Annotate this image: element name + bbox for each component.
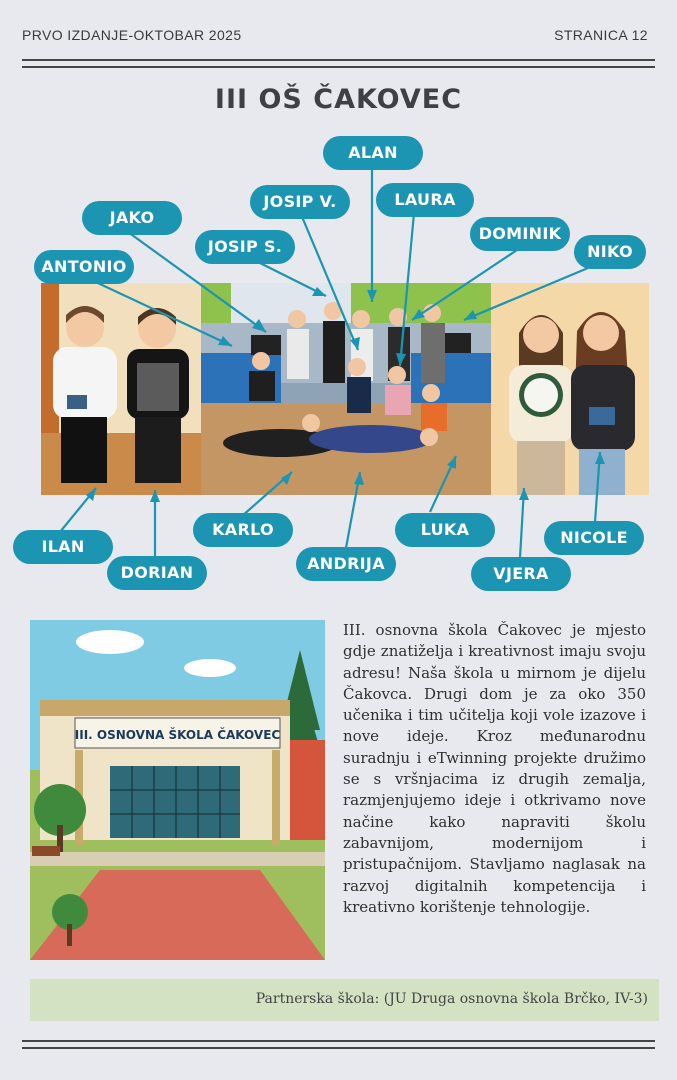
- name-label-dorian: DORIAN: [107, 556, 207, 590]
- name-label-andrija: ANDRIJA: [296, 547, 396, 581]
- school-illustration: [30, 620, 325, 960]
- page-title: III OŠ ČAKOVEC: [214, 84, 463, 115]
- school-description: III. osnovna škola Čakovec je mjesto gdje znatiželja i kreativnost imaju svoju adresu! Naša škola u mirnom je dijelu Čakovca. Drugi dom je za oko 350 učenika i tim učitelja koji vole izazove i nove ideje. Kroz međunarodnu suradnju i eTwinning projekte družimo se s vršnjacima iz drugih zemalja, razmjenjujemo ideje i otkrivamo nove načine kako napraviti školu zabavnijom, modernijom i pristupačnijom. Stavljamo naglasak na razvoj digitalnih kompetencija i kreativno korištenje tehnologije.: [343, 621, 646, 916]
- name-label-laura: LAURA: [376, 183, 474, 217]
- illustration-vjera-nicole: [491, 283, 649, 495]
- illustration-ilan-dorian: [41, 283, 201, 495]
- name-label-vjera: VJERA: [471, 557, 571, 591]
- name-label-nicole: NICOLE: [544, 521, 644, 555]
- partner-school-text: Partnerska škola: (JU Druga osnovna škola Brčko, IV-3): [255, 991, 648, 1007]
- top-rule-2: [22, 66, 655, 68]
- edition-label: PRVO IZDANJE-OKTOBAR 2025: [22, 27, 242, 43]
- name-label-karlo: KARLO: [193, 513, 293, 547]
- name-label-luka: LUKA: [395, 513, 495, 547]
- partner-school-bar: [30, 979, 659, 1021]
- name-label-josip-s: JOSIP S.: [195, 230, 295, 264]
- name-label-dominik: DOMINIK: [470, 217, 570, 251]
- bottom-rule-2: [22, 1047, 655, 1049]
- bottom-rule-1: [22, 1040, 655, 1042]
- name-label-antonio: ANTONIO: [34, 250, 134, 284]
- name-label-josip-v: JOSIP V.: [250, 185, 350, 219]
- top-rule-1: [22, 59, 655, 61]
- name-label-niko: NIKO: [574, 235, 646, 269]
- name-label-ilan: ILAN: [13, 530, 113, 564]
- class-group-photo: [201, 283, 491, 495]
- name-label-jako: JAKO: [82, 201, 182, 235]
- page-number: STRANICA 12: [554, 27, 648, 43]
- school-sign-text: III. OSNOVNA ŠKOLA ČAKOVEC: [74, 728, 281, 742]
- name-label-alan: ALAN: [323, 136, 423, 170]
